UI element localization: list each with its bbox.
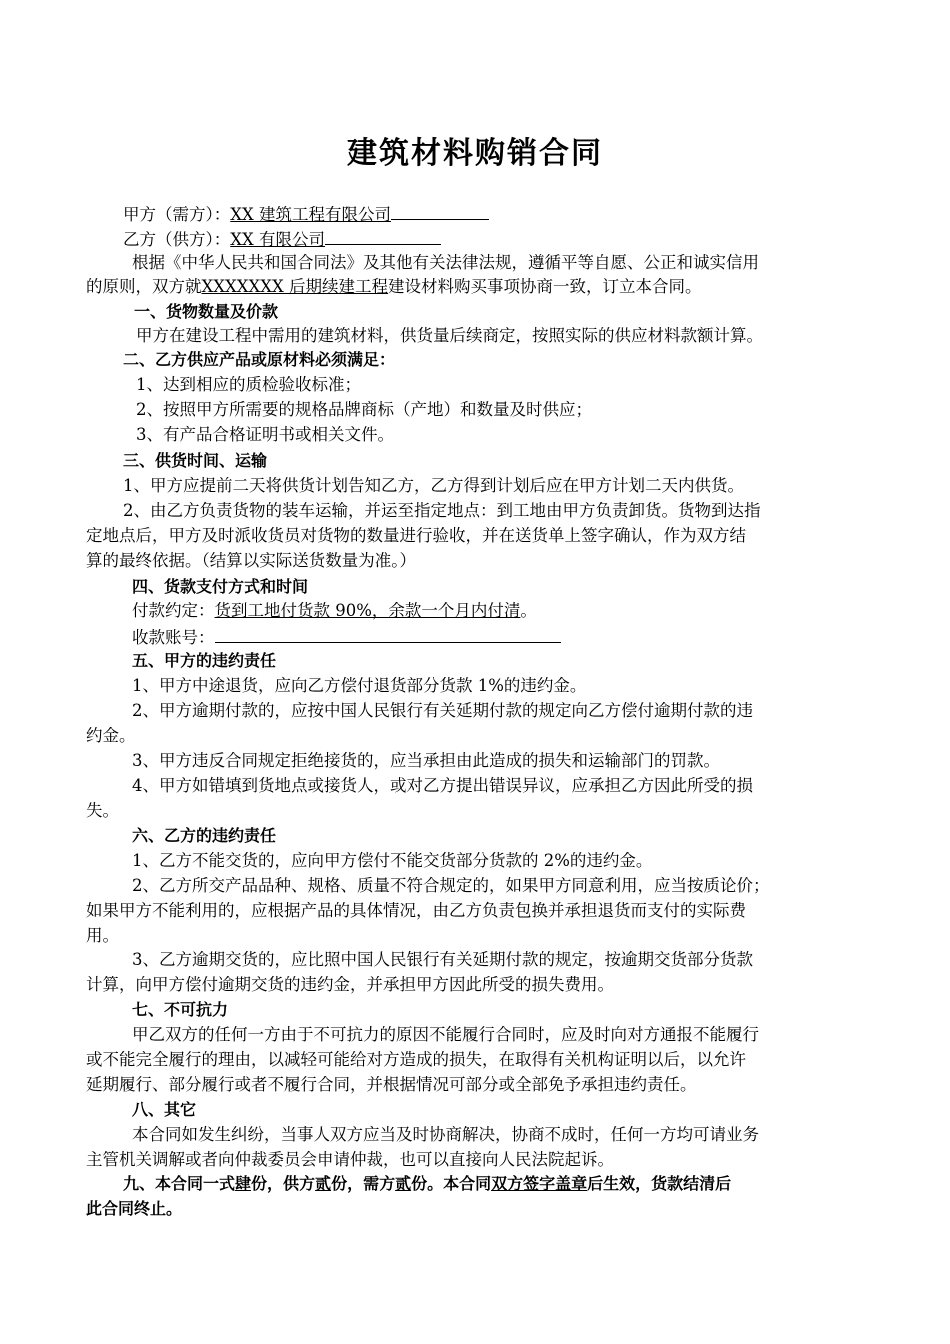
copies-buyer: 贰	[395, 1174, 412, 1193]
section-5-item-4-line-2: 失。	[86, 801, 119, 820]
section-7-line-2: 或不能完全履行的理由，以减轻可能给对方造成的损失，在取得有关机构证明以后，以允许	[86, 1050, 746, 1069]
section-2-item-3: 3、有产品合格证明书或相关文件。	[136, 425, 394, 444]
payment-terms-end: 。	[520, 601, 537, 620]
section-1-heading: 一、货物数量及价款	[134, 302, 279, 321]
section-8-line-2: 主管机关调解或者向仲裁委员会申请仲裁，也可以直接向人民法院起诉。	[86, 1150, 614, 1169]
account-blank	[215, 624, 561, 643]
payment-terms-value: 货到工地付货款 90%，余款一个月内付清	[214, 601, 521, 620]
section-4-heading: 四、货款支付方式和时间	[132, 577, 309, 596]
document-title: 建筑材料购销合同	[347, 136, 603, 171]
section-1-text: 甲方在建设工程中需用的建筑材料，供货量后续商定，按照实际的供应材料款额计算。	[136, 326, 763, 345]
section-5-item-3: 3、甲方违反合同规定拒绝接货的，应当承担由此造成的损失和运输部门的罚款。	[132, 751, 720, 770]
party-a-value: XX 建筑工程有限公司	[230, 205, 391, 224]
section-5-item-2-line-2: 约金。	[86, 726, 136, 745]
signature-requirement: 双方签字盖章	[491, 1174, 588, 1193]
party-b-blank	[325, 226, 441, 245]
section-9-text-a: 九、本合同一式	[123, 1174, 236, 1193]
copies-total: 肆	[235, 1174, 252, 1193]
section-3-item-2-line-3: 算的最终依据。（结算以实际送货数量为准。）	[86, 551, 416, 570]
intro-text-b: 建设材料购买事项协商一致，订立本合同。	[387, 277, 702, 296]
party-b-label: 乙方（供方）：	[123, 230, 231, 249]
section-6-item-2-line-1: 2、乙方所交产品品种、规格、质量不符合规定的，如果甲方同意利用，应当按质论价；	[132, 876, 770, 895]
intro-line-1: 根据《中华人民共和国合同法》及其他有关法律法规，遵循平等自愿、公正和诚实信用	[132, 253, 759, 272]
section-3-heading: 三、供货时间、运输	[123, 451, 268, 470]
section-3-item-2-line-2: 定地点后，甲方及时派收货员对货物的数量进行验收，并在送货单上签字确认，作为双方结	[86, 526, 746, 545]
section-3-item-1: 1、甲方应提前二天将供货计划告知乙方，乙方得到计划后应在甲方计划二天内供货。	[123, 476, 744, 495]
party-b-value: XX 有限公司	[230, 230, 325, 249]
section-5-heading: 五、甲方的违约责任	[132, 651, 277, 670]
section-6-item-2-line-2: 如果甲方不能利用的，应根据产品的具体情况，由乙方负责包换并承担退货而支付的实际费	[86, 901, 746, 920]
intro-line-2	[86, 275, 864, 300]
account-label: 收款账号：	[132, 628, 215, 647]
section-6-heading: 六、乙方的违约责任	[132, 826, 277, 845]
party-a-line	[86, 201, 864, 228]
section-5-item-1: 1、甲方中途退货，应向乙方偿付退货部分货款 1%的违约金。	[132, 676, 587, 695]
section-7-line-1: 甲乙双方的任何一方由于不可抗力的原因不能履行合同时，应及时向对方通报不能履行	[132, 1025, 759, 1044]
section-9-text-b: 份，供方	[251, 1174, 316, 1193]
section-6-item-3-line-1: 3、乙方逾期交货的，应比照中国人民银行有关延期付款的规定，按逾期交货部分货款	[132, 950, 753, 969]
party-a-blank	[391, 201, 489, 220]
section-6-item-1: 1、乙方不能交货的，应向甲方偿付不能交货部分货款的 2%的违约金。	[132, 851, 653, 870]
section-7-line-3: 延期履行、部分履行或者不履行合同，并根据情况可部分或全部免予承担违约责任。	[86, 1075, 697, 1094]
section-8-line-1: 本合同如发生纠纷，当事人双方应当及时协商解决，协商不成时，任何一方均可请业务	[132, 1125, 759, 1144]
payment-terms-label: 付款约定：	[132, 601, 215, 620]
account-line	[86, 624, 864, 651]
section-5-item-4-line-1: 4、甲方如错填到货地点或接货人，或对乙方提出错误异议，应承担乙方因此所受的损	[132, 776, 753, 795]
project-name: XXXXXXX 后期续建工程	[201, 277, 388, 296]
section-9-text-d: 份。本合同	[411, 1174, 492, 1193]
section-5-item-2-line-1: 2、甲方逾期付款的，应按中国人民银行有关延期付款的规定向乙方偿付逾期付款的违	[132, 701, 753, 720]
section-6-item-2-line-3: 用。	[86, 926, 119, 945]
section-6-item-3-line-2: 计算，向甲方偿付逾期交货的违约金，并承担甲方因此所受的损失费用。	[86, 975, 614, 994]
section-3-item-2-line-1: 2、由乙方负责货物的装车运输，并运至指定地点：到工地由甲方负责卸货。货物到达指	[123, 501, 761, 520]
section-9-text-e: 后生效，货款结清后	[587, 1174, 732, 1193]
party-b-line	[86, 226, 864, 253]
section-9-text-c: 份，需方	[331, 1174, 396, 1193]
section-2-item-2: 2、按照甲方所需要的规格品牌商标（产地）和数量及时供应；	[136, 400, 592, 419]
intro-text-a: 的原则，双方就	[86, 277, 202, 296]
section-8-heading: 八、其它	[132, 1100, 197, 1119]
section-2-heading: 二、乙方供应产品或原材料必须满足：	[123, 350, 396, 369]
section-2-item-1: 1、达到相应的质检验收标准；	[136, 375, 361, 394]
section-7-heading: 七、不可抗力	[132, 1000, 229, 1019]
section-9-line-2: 此合同终止。	[86, 1199, 183, 1218]
payment-terms-line	[86, 599, 864, 624]
copies-supplier: 贰	[315, 1174, 332, 1193]
section-9-line-1	[86, 1172, 864, 1197]
party-a-label: 甲方（需方）：	[123, 205, 231, 224]
